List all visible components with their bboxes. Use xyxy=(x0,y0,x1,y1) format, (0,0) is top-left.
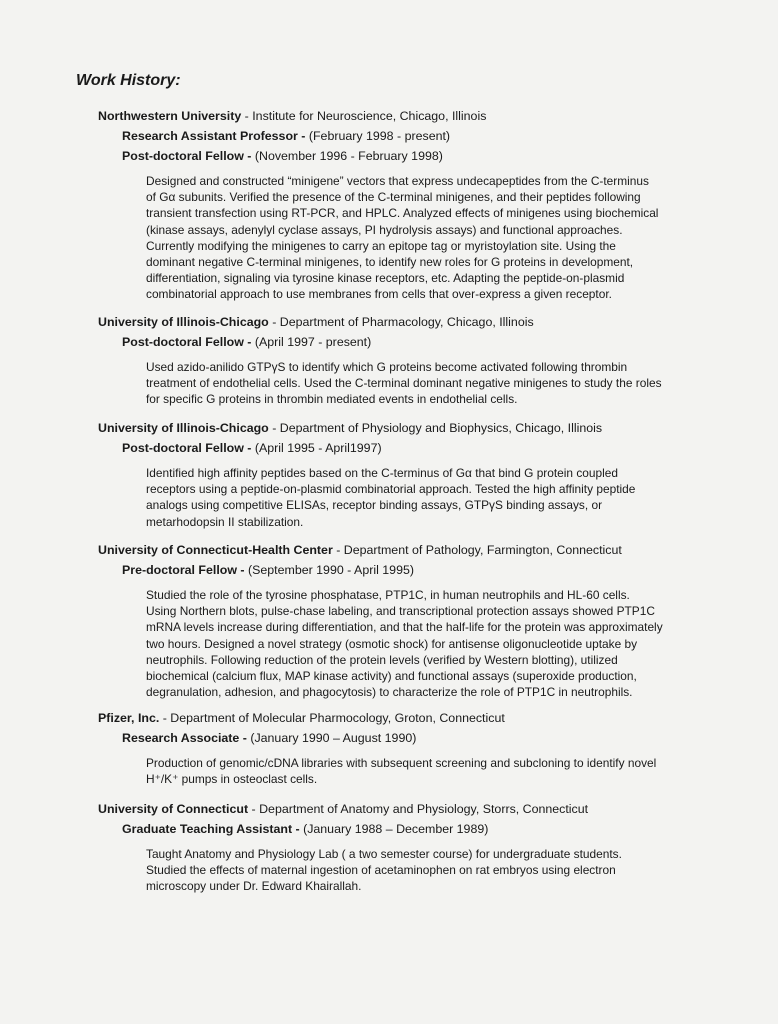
role-title: Post-doctoral Fellow - xyxy=(122,335,252,349)
work-entry xyxy=(98,107,738,303)
description-line: dominant negative C-terminal minigenes, to identify new roles for G proteins in development, xyxy=(146,255,634,270)
description-line: transient transfection using RT-PCR, and HPLC. Analyzed effects of minigenes using biochemical xyxy=(146,206,659,221)
role-title: Pre-doctoral Fellow - xyxy=(122,563,245,577)
description-line: Taught Anatomy and Physiology Lab ( a two semester course) for undergraduate students. xyxy=(146,847,622,861)
section-title: Work History: xyxy=(76,72,181,89)
description-line: two hours. Designed a novel strategy (osmotic shock) for antisense oligonucleotide uptake by xyxy=(146,636,638,651)
description-line: Designed and constructed “minigene” vectors that express undecapeptides from the C-terminus xyxy=(146,174,649,188)
employer-name: University of Connecticut xyxy=(98,802,249,816)
description-line: analogs using competitive ELISAs, receptor binding assays, GTPγS binding assays, or xyxy=(146,498,603,513)
role-description xyxy=(146,587,736,700)
role-dates: (November 1996 - February 1998) xyxy=(251,149,443,163)
description-line: combinatorial approach to use membranes from cells that over-express a given receptor. xyxy=(146,287,612,302)
employer-line xyxy=(98,313,738,331)
description-line: biochemical (calcium flux, MAP kinase activity) and functional assays (superoxide production, xyxy=(146,669,637,684)
description-line: Studied the effects of maternal ingestion of acetaminophen on rat embryos using electron xyxy=(146,863,616,878)
description-line: for specific G proteins in thrombin mediated events in endothelial cells. xyxy=(146,392,518,407)
description-line: H⁺/K⁺ pumps in osteoclast cells. xyxy=(146,772,318,787)
role-dates: (April 1997 - present) xyxy=(251,335,372,349)
employer-department: - Department of Pathology, Farmington, Connecticut xyxy=(332,543,622,557)
role-title: Post-doctoral Fellow - xyxy=(122,441,252,455)
work-entry xyxy=(98,541,738,700)
employer-line xyxy=(98,800,738,818)
role-title: Graduate Teaching Assistant - xyxy=(122,822,300,836)
work-entry xyxy=(98,419,738,530)
role-title: Research Assistant Professor - xyxy=(122,129,306,143)
role-description xyxy=(146,465,736,530)
role-line xyxy=(122,439,738,457)
description-line: differentiation, signaling via tyrosine kinase receptors, etc. Adapting the peptide-on-plasmid xyxy=(146,271,625,286)
description-line: Currently modifying the minigenes to carry an epitope tag or myristoylation site. Using the xyxy=(146,238,616,253)
role-line xyxy=(122,127,738,145)
role-dates: (September 1990 - April 1995) xyxy=(244,563,414,577)
employer-name: Pfizer, Inc. xyxy=(98,711,160,725)
description-line: of Gα subunits. Verified the presence of the C-terminal minigenes, and their peptides following xyxy=(146,190,641,205)
work-entry xyxy=(98,313,738,408)
employer-department: - Department of Pharmacology, Chicago, Illinois xyxy=(268,315,534,329)
description-line: (kinase assays, adenylyl cyclase assays, PI hydrolysis assays) and functional approaches. xyxy=(146,222,623,237)
employer-department: - Department of Molecular Pharmocology, Groton, Connecticut xyxy=(159,711,505,725)
role-dates: (January 1988 – December 1989) xyxy=(299,822,489,836)
role-line xyxy=(122,561,738,579)
employer-department: - Department of Physiology and Biophysics, Chicago, Illinois xyxy=(268,421,603,435)
description-line: neutrophils. Following reduction of the protein levels (verified by Western blotting), utilized xyxy=(146,652,618,667)
role-line xyxy=(122,729,738,747)
employer-department: - Institute for Neuroscience, Chicago, Illinois xyxy=(241,109,487,123)
employer-name: University of Connecticut-Health Center xyxy=(98,543,333,557)
work-entry xyxy=(98,709,738,787)
employer-line xyxy=(98,541,738,559)
role-dates: (April 1995 - April1997) xyxy=(251,441,382,455)
description-line: mRNA levels increase during differentiation, and that the half-life for the protein was approximately xyxy=(146,620,663,635)
description-line: treatment of endothelial cells. Used the C-terminal dominant negative minigenes to study the roles xyxy=(146,376,662,391)
role-description xyxy=(146,359,736,408)
role-line xyxy=(122,820,738,838)
description-line: Using Northern blots, pulse-chase labeling, and transcriptional protection assays showed PTP1C xyxy=(146,604,655,619)
role-line xyxy=(122,147,738,165)
employer-line xyxy=(98,107,738,125)
role-title: Research Associate - xyxy=(122,731,247,745)
description-line: microscopy under Dr. Edward Khairallah. xyxy=(146,879,362,894)
description-line: metarhodopsin II stabilization. xyxy=(146,514,304,529)
employer-line xyxy=(98,419,738,437)
description-line: Studied the role of the tyrosine phosphatase, PTP1C, in human neutrophils and HL-60 cells. xyxy=(146,588,630,602)
role-description xyxy=(146,846,736,895)
role-line xyxy=(122,333,738,351)
role-title: Post-doctoral Fellow - xyxy=(122,149,252,163)
description-line: Used azido-anilido GTPγS to identify which G proteins become activated following thrombin xyxy=(146,360,628,374)
role-description xyxy=(146,755,736,787)
role-description xyxy=(146,173,736,303)
employer-name: University of Illinois-Chicago xyxy=(98,421,269,435)
employer-name: Northwestern University xyxy=(98,109,242,123)
description-line: Identified high affinity peptides based on the C-terminus of Gα that bind G protein coupled xyxy=(146,466,619,480)
description-line: receptors using a peptide-on-plasmid combinatorial approach. Tested the high affinity peptide xyxy=(146,482,636,497)
work-entry xyxy=(98,800,738,895)
role-dates: (January 1990 – August 1990) xyxy=(246,731,417,745)
employer-line xyxy=(98,709,738,727)
employer-name: University of Illinois-Chicago xyxy=(98,315,269,329)
description-line: degranulation, adhesion, and phagocytosis) to characterize the role of PTP1C in neutrophils. xyxy=(146,685,633,700)
role-dates: (February 1998 - present) xyxy=(305,129,451,143)
description-line: Production of genomic/cDNA libraries with subsequent screening and subcloning to identify novel xyxy=(146,756,657,770)
employer-department: - Department of Anatomy and Physiology, Storrs, Connecticut xyxy=(248,802,589,816)
